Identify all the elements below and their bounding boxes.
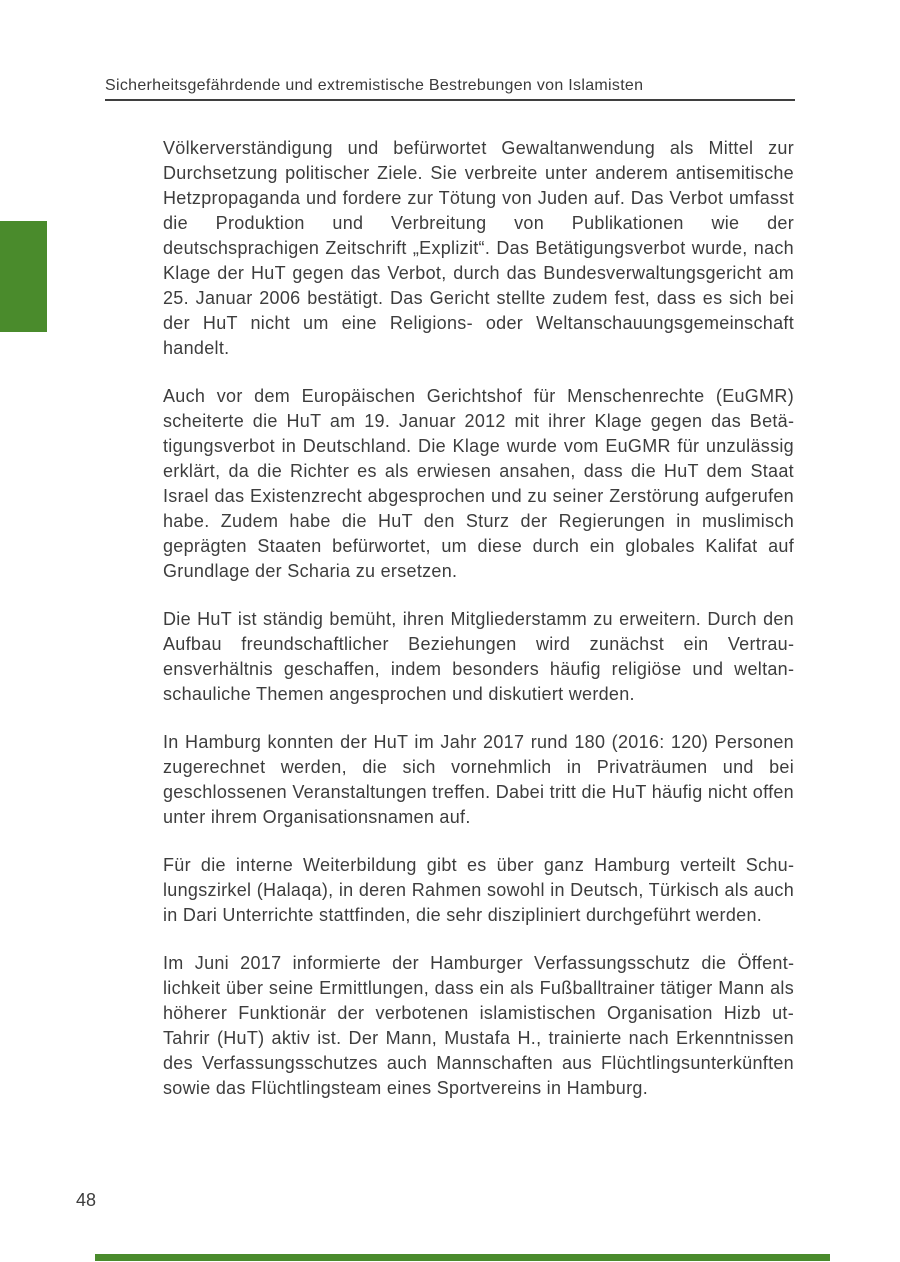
header-divider <box>105 99 795 101</box>
chapter-marker-tab <box>0 221 47 332</box>
body-paragraph: Auch vor dem Europäischen Gerichtshof für Menschenrechte (EuGMR) scheiterte die HuT am 19. Januar 2012 mit ihrer Klage gegen das Betätigungsverbot in Deutschland. Die Klage wurde vom EuGMR für unzulässig erklärt, da die Richter es als erwiesen ansahen, dass die HuT dem Staat Israel das Existenzrecht abgesprochen und zu seiner Zerstörung aufgerufen habe. Zudem habe die HuT den Sturz der Regierungen in muslimisch geprägten Staaten befürwortet, um diese durch ein globales Kalifat auf Grundlage der Scharia zu ersetzen. <box>163 386 794 581</box>
body-paragraph: Völkerverständigung und befürwortet Gewaltanwendung als Mittel zur Durchsetzung politischer Ziele. Sie verbreite unter anderem antisemitische Hetzpropaganda und fordere zur Tötung von Juden auf. Das Verbot umfasst die Produktion und Verbreitung von Publikationen wie der deutschsprachigen Zeitschrift „Explizit“. Das Betätigungsverbot wurde, nach Klage der HuT gegen das Verbot, durch das Bundesverwaltungsgericht am 25. Januar 2006 bestätigt. Das Gericht stellte zudem fest, dass es sich bei der HuT nicht um eine Religions- oder Weltanschauungsgemeinschaft handelt. <box>163 138 794 358</box>
body-text <box>163 136 794 1124</box>
footer-accent-bar <box>95 1254 830 1261</box>
body-paragraph: In Hamburg konnten der HuT im Jahr 2017 rund 180 (2016: 120) Personen zugerechnet werden, die sich vornehmlich in Privaträumen und bei geschlossenen Veranstaltungen treffen. Dabei tritt die HuT häufig nicht offen unter ihrem Organisationsnamen auf. <box>163 732 794 827</box>
running-header-title: Sicherheitsgefährdende und extremistische Bestrebungen von Islamisten <box>105 77 644 94</box>
body-paragraph: Im Juni 2017 informierte der Hamburger Verfassungsschutz die Öffentlichkeit über seine Ermittlungen, dass ein als Fußballtrainer tätiger Mann als höherer Funktionär der verbotenen islamistischen Organisation Hizb ut-Tahrir (HuT) aktiv ist. Der Mann, Mustafa H., trainierte nach Erkenntnissen des Verfassungsschutzes auch Mannschaften aus Flüchtlingsunterkünften sowie das Flüchtlingsteam eines Sportvereins in Hamburg. <box>163 953 794 1098</box>
body-paragraph: Für die interne Weiterbildung gibt es über ganz Hamburg verteilt Schulungszirkel (Halaqa), in deren Rahmen sowohl in Deutsch, Türkisch als auch in Dari Unterrichte stattfinden, die sehr diszipliniert durchgeführt werden. <box>163 855 794 925</box>
page-number: 48 <box>76 1190 97 1210</box>
body-paragraph: Die HuT ist ständig bemüht, ihren Mitgliederstamm zu erweitern. Durch den Aufbau freundschaftlicher Beziehungen wird zunächst ein Vertrauensverhältnis geschaffen, indem besonders häufig religiöse und weltanschauliche Themen angesprochen und diskutiert werden. <box>163 609 794 704</box>
